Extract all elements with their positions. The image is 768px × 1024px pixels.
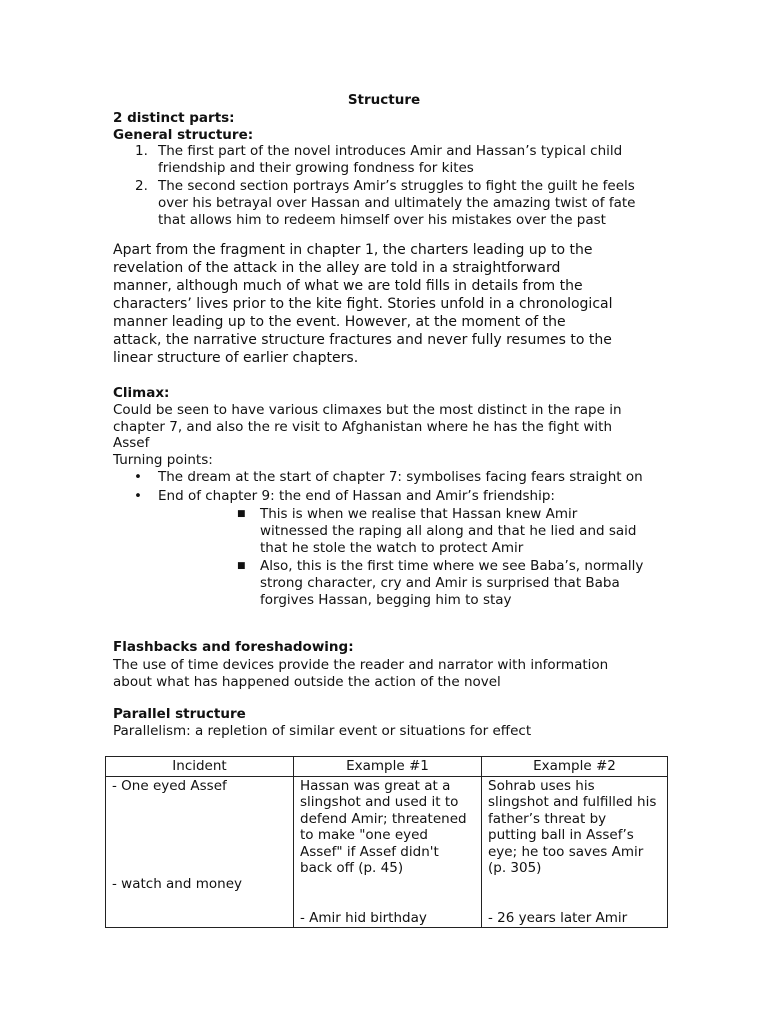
- parts-heading: 2 distinct parts:: [113, 110, 235, 126]
- paragraph-line: linear structure of earlier chapters.: [113, 350, 359, 366]
- flashbacks-line: The use of time devices provide the reader and narrator with information: [113, 657, 609, 673]
- sub-point-line: strong character, cry and Amir is surprised that Baba: [260, 575, 620, 591]
- parallel-table: [105, 756, 668, 928]
- table-header-row: [106, 757, 668, 777]
- cell-line: back off (p. 45): [300, 860, 404, 876]
- paragraph-line: Apart from the fragment in chapter 1, the charters leading up to the: [113, 242, 593, 258]
- paragraph-line: attack, the narrative structure fractures and never fully resumes to the: [113, 332, 612, 348]
- list-item: [113, 178, 635, 229]
- incident-watch: - watch and money: [112, 876, 242, 892]
- cell-line: - 26 years later Amir: [488, 909, 628, 926]
- general-structure-list: [113, 143, 635, 229]
- list-item: [113, 488, 643, 505]
- cell-line: Sohrab uses his: [488, 777, 595, 794]
- list-item: [235, 506, 643, 557]
- cell-line: - Amir hid birthday: [300, 909, 427, 926]
- parallel-definition: Parallelism: a repletion of similar event or situations for effect: [113, 723, 532, 739]
- cell-line: father’s threat by: [488, 810, 607, 827]
- square-bullet-icon: ■: [237, 561, 246, 571]
- list-line: The second section portrays Amir’s struggles to fight the guilt he feels: [158, 178, 635, 194]
- flashbacks-heading: Flashbacks and foreshadowing:: [113, 639, 354, 655]
- paragraph-line: manner, although much of what we are told fills in details from the: [113, 278, 583, 294]
- table-row: [106, 776, 668, 928]
- sub-point-line: witnessed the raping all along and that he lied and said: [260, 523, 637, 539]
- bullet-icon: •: [134, 469, 142, 485]
- list-line: friendship and their growing fondness for kites: [158, 160, 474, 176]
- cell-line: Assef" if Assef didn't: [300, 843, 439, 860]
- flashbacks-text: [113, 657, 608, 690]
- parallel-heading: Parallel structure: [113, 706, 246, 722]
- header-example-1: Example #1: [294, 757, 482, 777]
- sub-point-line: Also, this is the first time where we see Baba’s, normally: [260, 558, 644, 574]
- turning-points-label: Turning points:: [113, 451, 213, 468]
- page-title: Structure: [347, 92, 421, 108]
- list-number: 1.: [135, 143, 148, 159]
- bullet-icon: •: [134, 488, 142, 504]
- flashbacks-line: about what has happened outside the action of the novel: [113, 673, 501, 690]
- square-bullet-icon: ■: [237, 509, 246, 519]
- header-incident: Incident: [106, 757, 294, 777]
- table-cell: [106, 776, 294, 928]
- climax-heading: Climax:: [113, 385, 170, 401]
- cell-line: putting ball in Assef’s: [488, 827, 634, 843]
- table-cell: [482, 776, 668, 928]
- cell-line: slingshot and fulfilled his: [488, 794, 657, 810]
- incident-one-eyed: - One eyed Assef: [112, 777, 227, 794]
- sub-point-line: that he stole the watch to protect Amir: [260, 540, 524, 556]
- structure-paragraph: [113, 241, 653, 367]
- header-example-2: Example #2: [482, 757, 668, 777]
- sub-points-list: [235, 506, 643, 609]
- climax-text: [113, 402, 622, 468]
- sub-point-line: This is when we realise that Hassan knew Amir: [260, 506, 578, 522]
- turning-points-list: [113, 469, 643, 505]
- climax-line: chapter 7, and also the re visit to Afghanistan where he has the fight with: [113, 418, 612, 435]
- list-item: [113, 469, 643, 486]
- list-number: 2.: [135, 178, 148, 194]
- list-line: that allows him to redeem himself over his mistakes over the past: [158, 212, 606, 228]
- paragraph-line: revelation of the attack in the alley are told in a straightforward: [113, 260, 561, 276]
- cell-line: to make "one eyed: [300, 827, 428, 843]
- cell-line: (p. 305): [488, 860, 542, 876]
- cell-line: Hassan was great at a: [300, 777, 451, 794]
- cell-line: slingshot and used it to: [300, 794, 459, 810]
- paragraph-line: manner leading up to the event. However, at the moment of the: [113, 314, 566, 330]
- list-line: over his betrayal over Hassan and ultimately the amazing twist of fate: [158, 195, 636, 211]
- list-line: The first part of the novel introduces Amir and Hassan’s typical child: [158, 143, 623, 159]
- cell-line: eye; he too saves Amir: [488, 843, 644, 860]
- list-item: [113, 143, 635, 177]
- climax-line: Could be seen to have various climaxes but the most distinct in the rape in: [113, 402, 622, 418]
- cell-line: defend Amir; threatened: [300, 810, 467, 827]
- general-structure-heading: General structure:: [113, 127, 254, 143]
- turning-point-text: End of chapter 9: the end of Hassan and Amir’s friendship:: [158, 488, 555, 504]
- climax-line: Assef: [113, 435, 150, 451]
- turning-point-text: The dream at the start of chapter 7: symbolises facing fears straight on: [158, 469, 643, 485]
- list-item: [235, 558, 643, 609]
- sub-point-line: forgives Hassan, begging him to stay: [260, 592, 512, 608]
- paragraph-line: characters’ lives prior to the kite fight. Stories unfold in a chronological: [113, 296, 613, 312]
- table-cell: [294, 776, 482, 928]
